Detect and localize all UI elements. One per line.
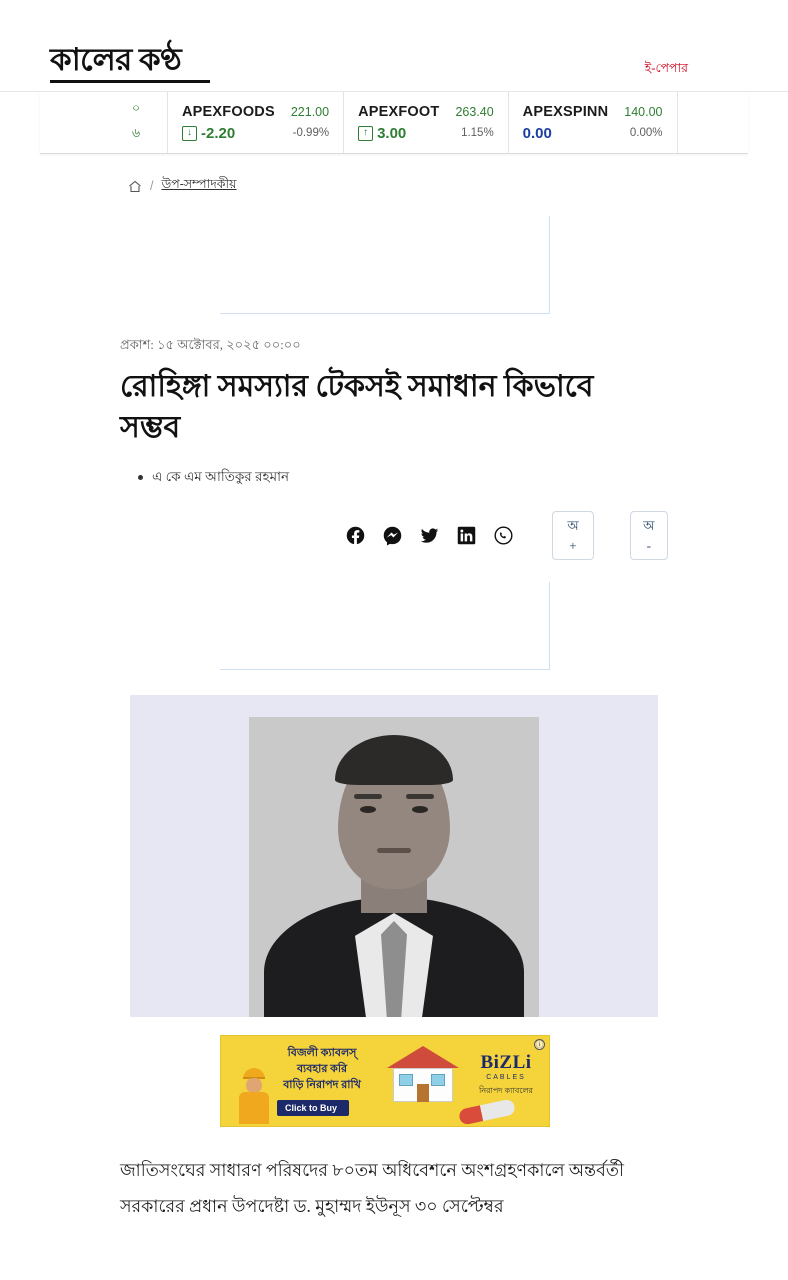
whatsapp-icon[interactable] (493, 525, 514, 547)
facebook-icon[interactable] (345, 525, 366, 547)
ticker-change-value: 0.00 (522, 124, 552, 142)
ticker-item-partial[interactable] (132, 92, 168, 153)
breadcrumb-section[interactable]: উপ-সম্পাদকীয় (161, 177, 237, 191)
page-title: রোহিঙ্গা সমস্যার টেকসই সমাধান কিভাবে সম্ভব (120, 370, 594, 444)
worker-illustration (233, 1068, 277, 1124)
article-author (138, 466, 668, 489)
main-content (0, 154, 788, 1225)
ticker-symbol: APEXFOOT (358, 103, 440, 120)
ad-info-icon[interactable]: ⓘ (535, 1040, 544, 1049)
epaper-link[interactable]: ই-পেপার (644, 61, 688, 75)
logo-underline (50, 80, 210, 83)
article-body (120, 1153, 640, 1225)
ad-brand-logo (469, 1052, 543, 1098)
article-image (130, 695, 658, 1017)
home-icon[interactable] (128, 180, 142, 193)
ticker-percent: 1.15% (461, 127, 494, 139)
arrow-down-icon: ↓ (182, 126, 197, 141)
breadcrumb (120, 154, 668, 202)
linkedin-icon[interactable] (456, 525, 477, 547)
ticker-percent: 0.00% (629, 127, 663, 139)
ticker-change-value: -2.20 (201, 124, 236, 142)
ad-headline-line1: বিজলী ক্যাবলস্ (287, 1047, 357, 1059)
ad-headline (267, 1046, 377, 1094)
portrait-photo (249, 717, 539, 1017)
author-name: এ কে এম আতিকুর রহমান (152, 469, 290, 484)
ticker-change (358, 125, 406, 142)
ad-brand-name: BiZLi (480, 1052, 532, 1073)
share-row (120, 511, 668, 560)
ticker-item-apexfoot[interactable] (344, 92, 509, 153)
partial-value-bottom: ৬ (132, 126, 141, 140)
font-decrease-button[interactable]: অ - (630, 511, 669, 560)
ticker-price: 263.40 (455, 104, 494, 119)
ad-headline-line3: বাড়ি নিরাপদ রাখি (283, 1078, 361, 1091)
ticker-change (182, 125, 235, 142)
ad-brand-sub: CABLES (486, 1074, 526, 1081)
partial-value-top: ০ (132, 101, 141, 115)
ticker-price: 140.00 (624, 104, 663, 119)
site-header (0, 0, 788, 92)
ticker-item-apexspinn[interactable] (509, 92, 678, 153)
stock-ticker[interactable] (40, 92, 748, 154)
house-illustration (381, 1044, 467, 1106)
site-logo[interactable] (50, 44, 210, 83)
ticker-price: 221.00 (290, 104, 330, 119)
ad-headline-line2: ব্যবহার করি (296, 1062, 348, 1075)
messenger-icon[interactable] (382, 525, 403, 547)
ad-slot-top (220, 216, 550, 314)
ticker-track (40, 92, 748, 153)
font-increase-button[interactable]: অ + (552, 511, 593, 560)
site-logo-text: কালের কণ্ঠ (50, 42, 182, 77)
ticker-item-apexfoods[interactable] (168, 92, 344, 153)
twitter-icon[interactable] (419, 525, 440, 547)
ticker-symbol: APEXFOODS (182, 103, 275, 120)
banner-advertisement[interactable] (220, 1035, 550, 1127)
arrow-up-icon: ↑ (358, 126, 373, 141)
publish-date: প্রকাশ: ১৫ অক্টোবর, ২০২৫ ০০:০০ (120, 337, 301, 352)
bullet-icon (138, 475, 143, 480)
ad-cta-button[interactable]: Click to Buy (277, 1100, 349, 1116)
ticker-percent: -0.99% (292, 127, 330, 139)
ad-slot-mid (220, 582, 550, 670)
ticker-change-value: 3.00 (377, 124, 407, 142)
ticker-symbol: APEXSPINN (522, 103, 609, 120)
ad-brand-tagline: নিরাপদ ক্যাবলের (479, 1086, 533, 1095)
breadcrumb-separator: / (150, 179, 154, 193)
font-size-controls (552, 511, 668, 560)
article-paragraph: জাতিসংঘের সাধারণ পরিষদের ৮০তম অধিবেশনে অংশগ্রহণকালে অন্তর্বর্তী সরকারের প্রধান উপদেষ্টা ড. মুহাম্মদ ইউনূস ৩০ সেপ্টেম্বর (120, 1160, 624, 1216)
